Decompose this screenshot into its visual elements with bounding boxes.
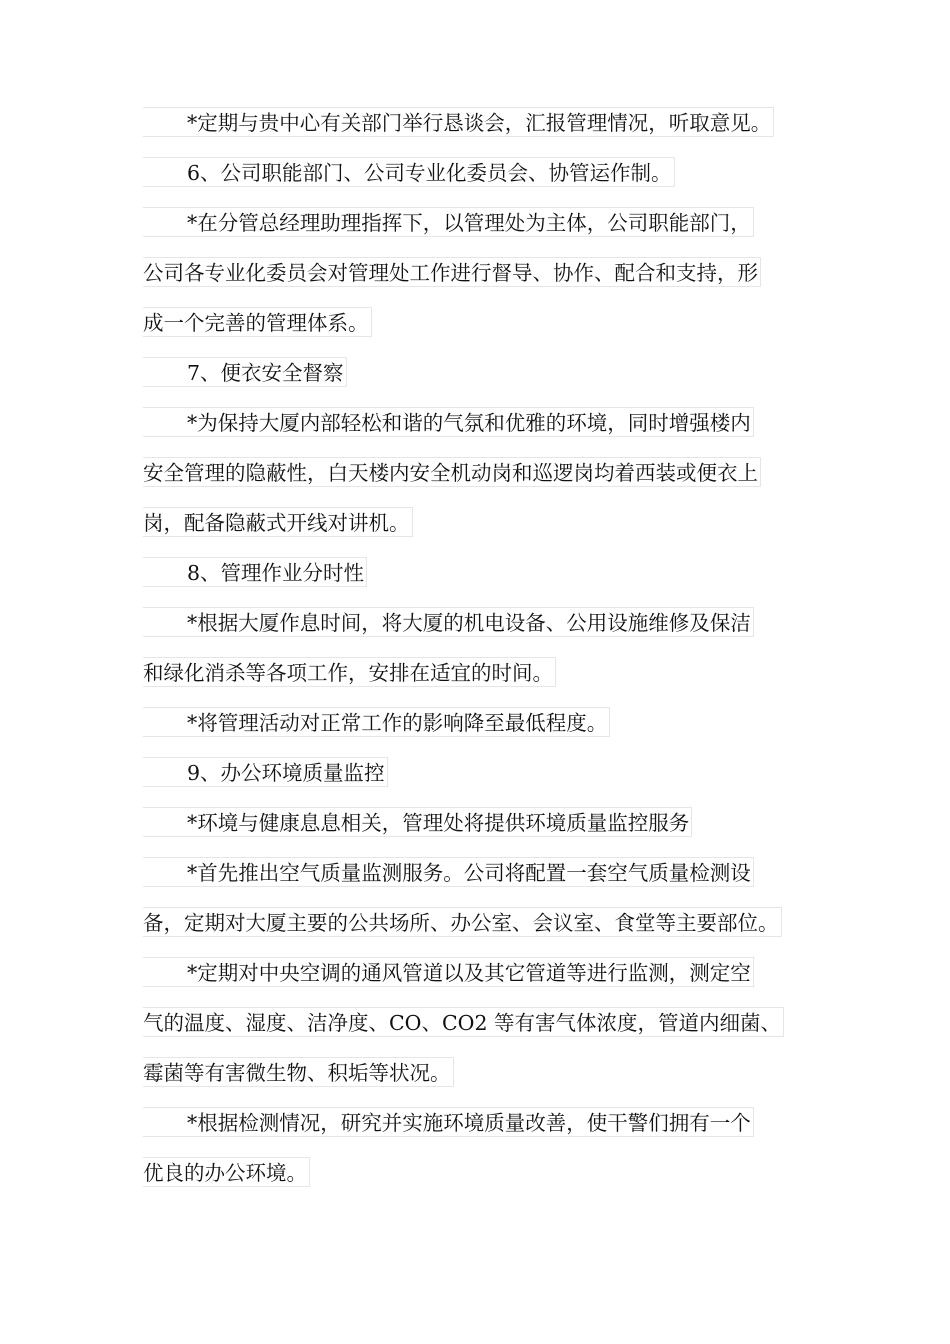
text-line: *根据大厦作息时间，将大厦的机电设备、公用设施维修及保洁 (143, 607, 754, 637)
text-line: *在分管总经理助理指挥下，以管理处为主体，公司职能部门， (143, 207, 754, 237)
text-line: 备，定期对大厦主要的公共场所、办公室、会议室、食堂等主要部位。 (143, 907, 782, 937)
section-heading: 6、公司职能部门、公司专业化委员会、协管运作制。 (143, 157, 675, 187)
section-heading: 9、办公环境质量监控 (143, 757, 388, 787)
section-heading: 8、管理作业分时性 (143, 557, 367, 587)
text-line: 气的温度、湿度、洁净度、CO、CO2 等有害气体浓度，管道内细菌、 (143, 1007, 784, 1037)
text-line: 和绿化消杀等各项工作，安排在适宜的时间。 (143, 657, 556, 687)
text-line: 霉菌等有害微生物、积垢等状况。 (143, 1057, 454, 1087)
text-line: *根据检测情况，研究并实施环境质量改善，使干警们拥有一个 (143, 1107, 754, 1137)
text-line: 岗，配备隐蔽式开线对讲机。 (143, 507, 413, 537)
text-line: *定期与贵中心有关部门举行恳谈会，汇报管理情况，听取意见。 (143, 107, 774, 137)
text-line: 安全管理的隐蔽性，白天楼内安全机动岗和巡逻岗均着西装或便衣上 (143, 457, 761, 487)
text-line: 公司各专业化委员会对管理处工作进行督导、协作、配合和支持，形 (143, 257, 761, 287)
text-line: *为保持大厦内部轻松和谐的气氛和优雅的环境，同时增强楼内 (143, 407, 754, 437)
text-line: *环境与健康息息相关，管理处将提供环境质量监控服务 (143, 807, 692, 837)
text-line: *首先推出空气质量监测服务。公司将配置一套空气质量检测设 (143, 857, 754, 887)
text-line: 成一个完善的管理体系。 (143, 307, 372, 337)
text-line: 优良的办公环境。 (143, 1157, 310, 1187)
text-line: *定期对中央空调的通风管道以及其它管道等进行监测，测定空 (143, 957, 754, 987)
text-line: *将管理活动对正常工作的影响降至最低程度。 (143, 707, 610, 737)
section-heading: 7、便衣安全督察 (143, 357, 347, 387)
